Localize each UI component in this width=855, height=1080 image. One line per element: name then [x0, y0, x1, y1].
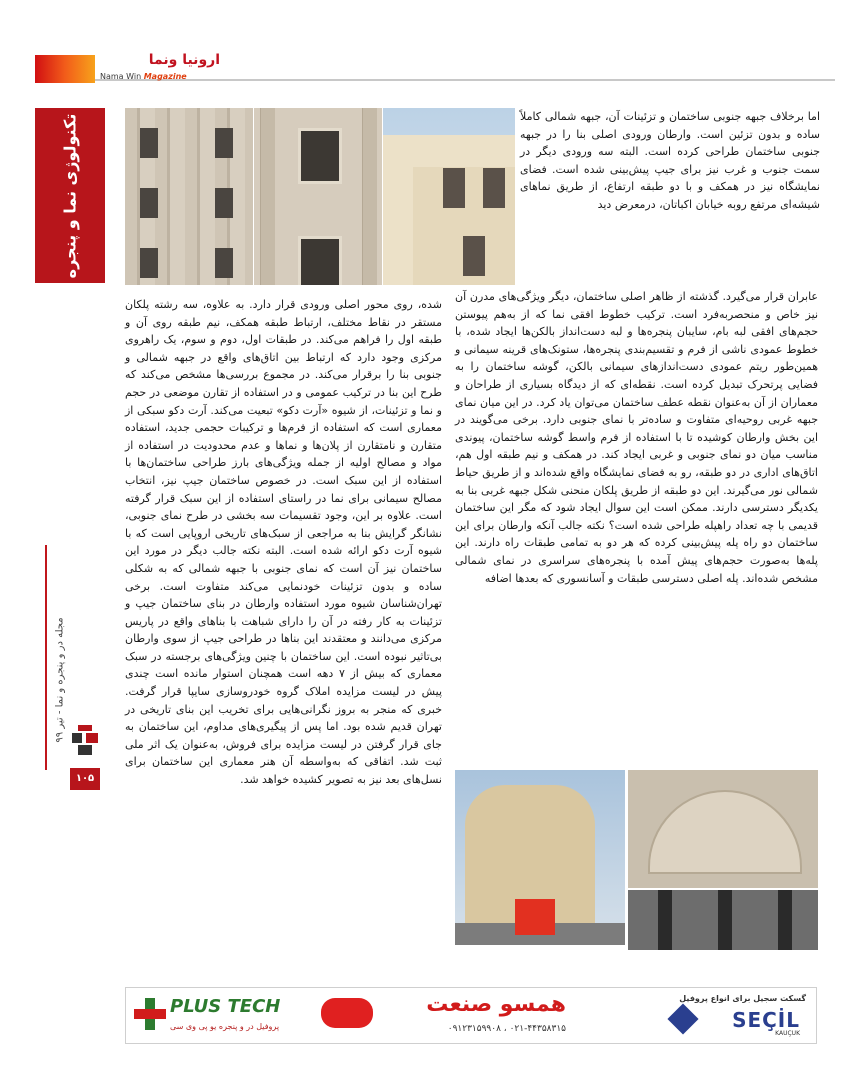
logo-english-magazine: Magazine	[143, 72, 187, 81]
logo-english-name: Nama Win	[100, 72, 142, 81]
paragraph: عابران قرار می‌گیرد. گذشته از ظاهر اصلی ساختمان، دیگر ویژگی‌های مدرن آن نیز خاص و منحصربه‌فرد است. ترکیب خطوط افقی نما که از به‌هم پیوستن حجم‌های افقی لبه بام، سایبان پنجره‌ها و لبه دست‌انداز بالکن‌ها ایجاد شده، با خطوط عمودی ناشی از فرم و تقسیم‌بندی پنجره‌ها، ستونک‌های قرینه سیمانی و همین‌طور ریتم عمودی دست‌اندازهای سیمانی بالکن، گوشه ساختمان را به فضایی پرتحرک تبدیل کرده است. نقطه‌ای که از دیدگاه بسیاری از طراحان و معماران از آن به‌عنوان نقطه عطف ساختمان می‌توان یاد کرد. در این میان نمای جبهه غربی روحیه‌ای متفاوت و ساده‌تر با نمای جنوبی دارد. برخی می‌گویند در این بخش وارطان کوشیده تا با استفاده از فرم واسط گوشه ساختمان، پیوندی مناسب میان دو نمای جنوبی و غربی ایجاد کند. در همکف و نیم طبقه اول هم، اتاق‌های اداری در دو طبقه، رو به فضای نمایشگاه واقع شده‌اند و از طریق حیاط شمالی نور می‌گیرند. این دو طبقه از طریق پلکان منحنی شکل جبهه غربی بنا به یکدیگر دسترسی دارند. ممکن است این سوال ایجاد شود که مگر این ساختمان قدیمی با چه تعداد راهپله طراحی شده است؟ نکته جالب آنکه وارطان برای این ساختمان دو راه پله پیش‌بینی کرده که هر دو به تمامی طبقات راه دارند. این پله‌ها به‌صورت حجم‌های پیش آمده با پنجره‌های سراسری در نمای شمالی مشخص شده‌اند. پله اصلی دسترسی طبقات و آسانسوری که بعدها اضافه	[455, 290, 818, 585]
article-text-left	[125, 296, 442, 968]
photo-interior-stairs	[628, 890, 818, 950]
paragraph: شده، روی محور اصلی ورودی قرار دارد. به علاوه، سه رشته پلکان مستقر در نقاط مختلف، ارتباط طبقه همکف، نیم طبقه روی آن و طبقه اول را فراهم می‌کند. در طبقات اول، دوم و سوم، یک راهروی مرکزی وجود دارد که ارتباط بین اتاق‌های واقع در جبهه شمالی و جنوبی بنا را برقرار می‌کند. در مجموع بررسی‌ها مشخص می‌کند که طرح این بنا در ترکیب عمومی و در استفاده از تقارن موضعی در حجم و نما و تزئینات، از شیوه «آرت دکو» تبعیت می‌کند. آرت دکو سبکی از معماری است که استفاده از فرم‌ها و ترکیبات حجمی جدید، استفاده متقارن و نامتقارن از پلان‌ها و نماها و عدم محدودیت در استفاده از مواد و مصالح اولیه از جمله ویژگی‌های بارز طراحی ساختمان‌ها با استفاده از این سبک است. در خصوص ساختمان جیپ نیز، انتخاب مصالح سیمانی برای نما در راستای استفاده از این سبک قرار گرفته است. علاوه بر این، وجود تقسیمات سه بخشی در طرح نمای جنوبی، نشانگر گرایش بنا به مراجعی از سبک‌های تاریخی اروپایی است که با شیوه آرت دکو ارائه شده است. البته نکته جالب دیگر در مورد این ساختمان نیز آن است که نمای جنوبی با جبهه شمالی که به شکلی ساده و بدون تزئینات خودنمایی می‌کند متفاوت است. برخی تهران‌شناسان شیوه مورد استفاده وارطان در بنای ساختمان جیپ و تزئینات به کار رفته در آن را دارای شباهت با بناهای واقع در پاریس مرکزی می‌دانند و معتقدند این بناها در طراحی جیپ از سوی وارطان بی‌تاثیر نبوده است. این ساختمان با چنین ویژگی‌های برجسته در سبک معماری که بیش از ۷ دهه است همچنان استوار مانده است چندی پیش در لیست مزایده املاک گروه خودروسازی سایپا قرار گرفت. خبری که منجر به بروز نگرانی‌هایی برای تخریب این بنای تاریخی در تهران قدیم شده بود. اما پس از پیگیری‌های مداوم، این ساختمان به جای قرار گرفتن در لیست مزایده برای فروش، به‌عنوان یک اثر ملی ثبت شد. اتفاقی که به‌واسطه آن هنر معماری این ساختمان برای نسل‌های بعد نیز به تصویر کشیده خواهد شد.	[125, 298, 442, 787]
ad-secil[interactable]	[596, 994, 806, 1038]
side-logo-icon	[72, 725, 98, 759]
logo-persian: ارونیا ونما	[148, 52, 220, 68]
ad-hamsou[interactable]	[321, 992, 566, 1040]
ad-plustech[interactable]	[134, 996, 299, 1036]
hamsou-phone: ۰۲۱-۴۴۳۵۸۳۱۵ ، ۰۹۱۲۳۱۵۹۹۰۸	[447, 1024, 566, 1034]
secil-name: SEÇİL	[732, 1008, 800, 1032]
page-number: ۱۰۵	[70, 768, 100, 790]
photo-facade-windows	[254, 108, 382, 285]
plustech-tagline: پروفیل در و پنجره یو پی وی سی	[170, 1022, 280, 1031]
secil-caption: گسکت سجیل برای انواع پروفیل	[679, 994, 806, 1003]
section-tab	[35, 108, 105, 283]
issue-label	[40, 617, 80, 743]
section-title: تکنولوژی نما و پنجره	[60, 113, 80, 278]
photo-building-street	[455, 770, 625, 945]
hamsou-name: همسو صنعت	[426, 992, 566, 1017]
advertisement-banner[interactable]	[125, 987, 817, 1044]
hamsou-logo-icon	[321, 998, 373, 1028]
article-text-right-top	[520, 108, 820, 288]
paragraph: اما برخلاف جبهه جنوبی ساختمان و تزئینات آن، جبهه شمالی کاملاً ساده و بدون تزئین است. وارطان ورودی اصلی بنا را در جبهه جنوبی ساختمان طراحی کرده است. البته سه ورودی دیگر در سمت جنوب و غرب نیز برای جیپ پیش‌بینی شده است. فضای نمایشگاه نیز در همکف و با دو طبقه ارتفاع، از طریق نماهای شیشه‌ای مرتفع روبه خیابان اکباتان، درمعرض دید	[520, 110, 820, 211]
plustech-name: PLUS TECH	[170, 996, 281, 1017]
logo-english	[100, 72, 187, 81]
photo-curved-balcony	[628, 770, 818, 888]
article-text-right	[455, 288, 818, 766]
magazine-logo[interactable]	[100, 52, 220, 86]
issue-label-text: مجله در و پنجره و نما - تیر ۹۹	[54, 617, 66, 743]
secil-emblem-icon	[667, 1003, 698, 1034]
photo-facade-columns	[125, 108, 253, 285]
photo-facade-corner	[383, 108, 515, 285]
plustech-logo-icon	[134, 998, 166, 1030]
secil-sub: KAUÇUK	[775, 1030, 800, 1037]
header-gradient-block	[35, 55, 95, 83]
